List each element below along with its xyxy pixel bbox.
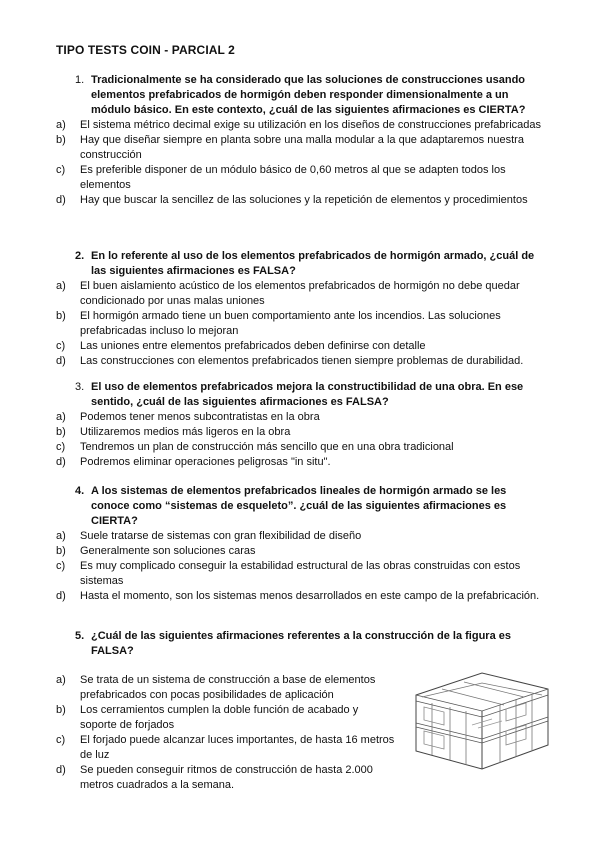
option-letter: a) [56,119,66,131]
option-a [56,279,546,309]
question-text: Tradicionalmente se ha considerado que las soluciones de construcciones usando elementos prefabricados de hormigón deben responder dimensionalmente a un módulo básico. En este contexto, ¿cuál de las siguientes afirmaciones es CIERTA? [91,74,526,116]
option-b [56,309,546,339]
question-4 [56,484,546,604]
option-b [56,703,396,733]
option-c [56,440,546,455]
option-letter: d) [56,456,66,468]
option-text: El forjado puede alcanzar luces importantes, de hasta 16 metros de luz [80,734,395,761]
option-d [56,455,546,470]
option-letter: a) [56,280,66,292]
option-text: Tendremos un plan de construcción más sencillo que en una obra tradicional [80,441,454,453]
option-b [56,133,546,163]
question-text: En lo referente al uso de los elementos prefabricados de hormigón armado, ¿cuál de las siguientes afirmaciones es FALSA? [91,250,535,277]
option-letter: c) [56,560,66,572]
option-letter: a) [56,530,66,542]
option-b [56,544,546,559]
option-d [56,354,546,369]
question-number: 3. [75,381,85,393]
option-text: Es preferible disponer de un módulo básico de 0,60 metros al que se adapten todos los elementos [80,164,506,191]
question-stem [56,380,546,410]
option-text: Hay que diseñar siempre en planta sobre una malla modular a la que adaptaremos nuestra construcción [80,134,524,161]
option-text: Las construcciones con elementos prefabricados tienen siempre problemas de durabilidad. [80,355,524,367]
option-letter: a) [56,411,66,423]
question-2 [56,249,546,369]
option-letter: c) [56,340,66,352]
option-letter: c) [56,734,66,746]
question-stem [56,73,546,118]
option-a [56,118,546,133]
option-d [56,589,546,604]
option-d [56,193,546,208]
option-d [56,763,396,793]
option-text: Se trata de un sistema de construcción a base de elementos prefabricados con pocas posibilidades de aplicación [80,674,376,701]
option-c [56,163,546,193]
question-text: El uso de elementos prefabricados mejora la constructibilidad de una obra. En ese sentido, ¿cuál de las siguientes afirmaciones es FALSA? [91,381,524,408]
prefab-building-isometric-icon [412,665,552,775]
question-text: A los sistemas de elementos prefabricados lineales de hormigón armado se les conoce como “sistemas de esqueleto”. ¿cuál de las siguientes afirmaciones es CIERTA? [91,485,507,527]
option-text: Las uniones entre elementos prefabricados deben definirse con detalle [80,340,426,352]
option-letter: c) [56,164,66,176]
option-letter: a) [56,674,66,686]
option-text: Se pueden conseguir ritmos de construcción de hasta 2.000 metros cuadrados a la semana. [80,764,373,791]
question-number: 1. [75,74,85,86]
question-number: 5. [75,630,85,642]
option-b [56,425,546,440]
question-5 [56,629,511,793]
option-text: El buen aislamiento acústico de los elementos prefabricados de hormigón no debe quedar condicionado por unas malas uniones [80,280,520,307]
option-letter: b) [56,426,66,438]
document-title: TIPO TESTS COIN - PARCIAL 2 [56,43,235,57]
option-a [56,529,546,544]
question-number: 4. [75,485,85,497]
option-text: Utilizaremos medios más ligeros en la obra [80,426,291,438]
option-text: El sistema métrico decimal exige su utilización en los diseños de construcciones prefabricadas [80,119,542,131]
question-number: 2. [75,250,85,262]
option-text: El hormigón armado tiene un buen comportamiento ante los incendios. Las soluciones prefabricadas incluso lo mejoran [80,310,501,337]
option-text: Generalmente son soluciones caras [80,545,256,557]
option-c [56,559,546,589]
question-stem [56,249,546,279]
option-text: Es muy complicado conseguir la estabilidad estructural de las obras construidas con estos sistemas [80,560,521,587]
option-a [56,673,396,703]
option-text: Hay que buscar la sencillez de las soluciones y la repetición de elementos y procedimientos [80,194,528,206]
option-a [56,410,546,425]
option-c [56,339,546,354]
option-letter: b) [56,704,66,716]
option-letter: b) [56,545,66,557]
option-letter: b) [56,310,66,322]
question-3 [56,380,546,470]
question-stem [56,629,541,659]
option-text: Los cerramientos cumplen la doble función de acabado y soporte de forjados [80,704,359,731]
question-text: ¿Cuál de las siguientes afirmaciones referentes a la construcción de la figura es FALSA? [91,630,511,657]
option-text: Suele tratarse de sistemas con gran flexibilidad de diseño [80,530,362,542]
option-c [56,733,396,763]
option-letter: d) [56,194,66,206]
option-letter: d) [56,355,66,367]
option-letter: b) [56,134,66,146]
prefab-building-figure [412,665,552,775]
option-text: Podremos eliminar operaciones peligrosas "in situ". [80,456,331,468]
question-1 [56,73,546,208]
option-letter: d) [56,590,66,602]
question-stem [56,484,546,529]
option-letter: c) [56,441,66,453]
option-letter: d) [56,764,66,776]
option-text: Podemos tener menos subcontratistas en la obra [80,411,320,423]
option-text: Hasta el momento, son los sistemas menos desarrollados en este campo de la prefabricación. [80,590,540,602]
